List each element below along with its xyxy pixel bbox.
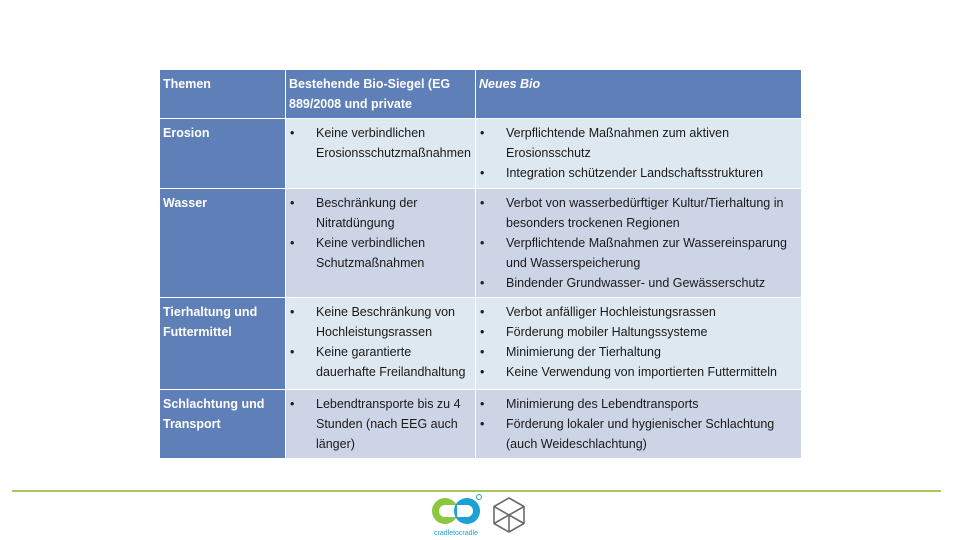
list-item-text: Integration schützender Landschaftsstrukturen <box>506 166 764 180</box>
bullet-icon: • <box>290 305 295 319</box>
list-item <box>479 233 798 273</box>
list-item <box>289 302 472 342</box>
list-item-text: Minimierung der Tierhaltung <box>506 345 661 359</box>
bullet-icon: • <box>480 236 485 250</box>
cradle-to-cradle-logo-icon <box>428 492 484 538</box>
table-row <box>160 189 802 298</box>
list-item <box>479 394 798 414</box>
list-item <box>289 233 472 273</box>
list-item-text: Keine verbindlichen Schutzmaßnahmen <box>316 236 426 270</box>
list-item-text: Lebendtransporte bis zu 4 Stunden (nach EEG auch länger) <box>316 397 461 451</box>
list-item-text: Förderung mobiler Haltungssysteme <box>506 325 708 339</box>
bullet-list <box>289 394 472 454</box>
bullet-icon: • <box>480 276 485 290</box>
table-row <box>160 119 802 189</box>
list-item-text: Verbot von wasserbedürftiger Kultur/Tierhaltung in besonders trockenen Regionen <box>506 196 784 230</box>
bullet-icon: • <box>480 397 485 411</box>
bullet-icon: • <box>290 126 295 140</box>
bullet-icon: • <box>480 305 485 319</box>
bullet-list <box>289 193 472 273</box>
list-item <box>289 123 472 163</box>
list-item-text: Verpflichtende Maßnahmen zur Wassereinsparung und Wasserspeicherung <box>506 236 787 270</box>
bullet-icon: • <box>480 126 485 140</box>
bullet-icon: • <box>480 196 485 210</box>
bullet-icon: • <box>480 345 485 359</box>
bullet-list <box>479 394 798 454</box>
header-new-bio: Neues Bio <box>476 70 802 119</box>
list-item-text: Keine verbindlichen Erosionsschutzmaßnahmen <box>316 126 471 160</box>
bullet-list <box>479 302 798 382</box>
header-row <box>160 70 802 119</box>
new-bio-cell <box>476 189 802 298</box>
bullet-icon: • <box>480 417 485 431</box>
bullet-list <box>479 123 798 183</box>
new-bio-cell <box>476 390 802 459</box>
bullet-icon: • <box>290 345 295 359</box>
bullet-list <box>289 302 472 382</box>
bullet-icon: • <box>290 236 295 250</box>
bullet-list <box>479 193 798 293</box>
table-row <box>160 390 802 459</box>
comparison-table <box>159 69 802 459</box>
bullet-icon: • <box>480 365 485 379</box>
list-item-text: Bindender Grundwasser- und Gewässerschutz <box>506 276 766 290</box>
list-item-text: Minimierung des Lebendtransports <box>506 397 699 411</box>
list-item-text: Keine garantierte dauerhafte Freilandhaltung <box>316 345 466 379</box>
bullet-icon: • <box>290 196 295 210</box>
row-topic: Schlachtung und Transport <box>160 390 286 459</box>
table-row <box>160 298 802 390</box>
existing-labels-cell <box>286 119 476 189</box>
list-item <box>289 342 472 382</box>
cradle-to-cradle-text: cradletocradle <box>434 530 478 537</box>
list-item <box>479 362 798 382</box>
header-themen: Themen <box>160 70 286 119</box>
list-item <box>479 342 798 362</box>
row-topic: Wasser <box>160 189 286 298</box>
list-item-text: Keine Verwendung von importierten Futtermitteln <box>506 365 777 379</box>
list-item <box>479 123 798 163</box>
list-item <box>479 273 798 293</box>
list-item <box>289 394 472 454</box>
bullet-icon: • <box>480 166 485 180</box>
list-item <box>479 414 798 454</box>
list-item-text: Beschränkung der Nitratdüngung <box>316 196 418 230</box>
existing-labels-cell <box>286 189 476 298</box>
header-existing-labels: Bestehende Bio-Siegel (EG 889/2008 und private <box>286 70 476 119</box>
existing-labels-cell <box>286 390 476 459</box>
list-item <box>479 193 798 233</box>
bullet-list <box>289 123 472 163</box>
list-item <box>479 163 798 183</box>
list-item <box>289 193 472 233</box>
table-body <box>160 119 802 459</box>
row-topic: Erosion <box>160 119 286 189</box>
existing-labels-cell <box>286 298 476 390</box>
list-item <box>479 322 798 342</box>
bullet-icon: • <box>480 325 485 339</box>
bullet-icon: • <box>290 397 295 411</box>
new-bio-cell <box>476 119 802 189</box>
list-item-text: Keine Beschränkung von Hochleistungsrassen <box>316 305 455 339</box>
list-item-text: Förderung lokaler und hygienischer Schlachtung (auch Weideschlachtung) <box>506 417 775 451</box>
cube-outline-icon <box>490 496 528 534</box>
row-topic: Tierhaltung und Futtermittel <box>160 298 286 390</box>
list-item-text: Verpflichtende Maßnahmen zum aktiven Erosionsschutz <box>506 126 730 160</box>
new-bio-cell <box>476 298 802 390</box>
list-item <box>479 302 798 322</box>
list-item-text: Verbot anfälliger Hochleistungsrassen <box>506 305 716 319</box>
